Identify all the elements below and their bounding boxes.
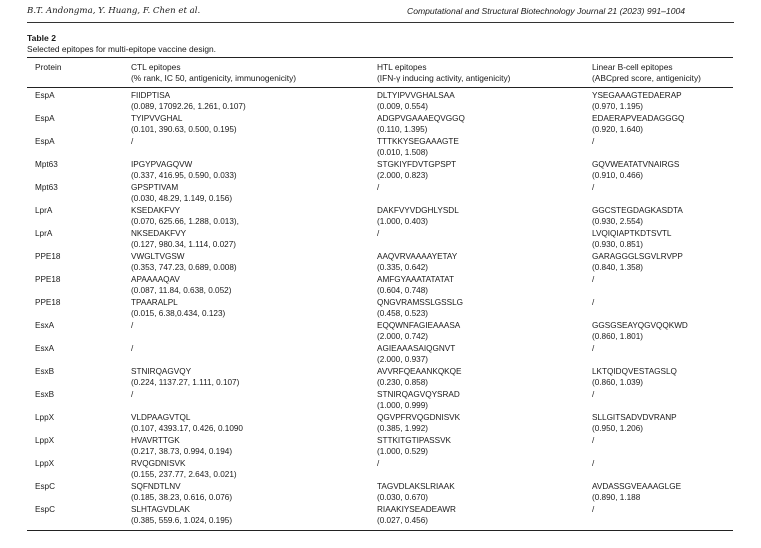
ctl-epitope-cell [131, 366, 239, 388]
column-header-title: CTL epitopes [131, 62, 181, 72]
bcell-epitope-cell [592, 412, 677, 434]
column-header-subtitle: (IFN-γ inducing activity, antigenicity) [377, 73, 511, 84]
protein-cell: PPE18 [35, 275, 61, 284]
ctl-epitope-cell [131, 159, 237, 181]
epitope-sequence: STTKITGTIPASSVK [377, 436, 452, 445]
ctl-epitope-cell [131, 481, 232, 503]
epitope-sequence: GQVWEATATVNAIRGS [592, 160, 680, 169]
epitope-sequence: SQFNDTLNV [131, 482, 181, 491]
epitope-sequence: AAQVRVAAAAYETAY [377, 252, 458, 261]
protein-cell: EspA [35, 137, 55, 146]
epitope-sequence: / [592, 505, 595, 514]
epitope-scores [377, 193, 379, 204]
column-header-title: Linear B-cell epitopes [592, 62, 673, 72]
epitope-scores: (0.337, 416.95, 0.590, 0.033) [131, 171, 237, 181]
epitope-sequence: / [592, 459, 595, 468]
ctl-epitope-cell [131, 504, 232, 526]
bcell-epitope-cell [592, 159, 679, 181]
htl-epitope-cell [377, 297, 463, 319]
bcell-epitope-cell [592, 458, 594, 480]
epitope-sequence: / [592, 390, 595, 399]
protein-cell: PPE18 [35, 298, 61, 307]
epitope-sequence: / [131, 344, 134, 353]
bcell-epitope-cell [592, 205, 683, 227]
epitope-scores: (0.385, 1.992) [377, 424, 428, 434]
epitope-scores: (0.010, 1.508) [377, 148, 428, 158]
epitope-scores: (0.224, 1137.27, 1.111, 0.107) [131, 378, 240, 388]
epitope-scores [131, 331, 133, 342]
htl-epitope-cell [377, 458, 379, 480]
epitope-scores: (0.030, 48.29, 1.149, 0.156) [131, 194, 233, 204]
epitope-scores [592, 193, 594, 204]
epitope-sequence: / [592, 436, 595, 445]
epitope-sequence: AVVRFQEAANKQKQE [377, 367, 462, 376]
epitope-sequence: VLDPAAGVTQL [131, 413, 191, 422]
bcell-epitope-cell [592, 182, 594, 204]
protein-cell: LppX [35, 459, 55, 468]
bcell-epitope-cell [592, 481, 681, 503]
protein-cell: Mpt63 [35, 160, 58, 169]
epitope-scores [592, 400, 594, 411]
epitope-sequence: STNIRQAGVQY [131, 367, 192, 376]
htl-epitope-cell [377, 274, 454, 296]
epitope-sequence: TTTKKYSEGAAAGTE [377, 137, 459, 146]
protein-cell: EsxA [35, 344, 55, 353]
running-header-journal: Computational and Structural Biotechnology Journal 21 (2023) 991–1004 [407, 6, 686, 16]
epitope-scores: (1.000, 0.999) [377, 401, 428, 411]
protein-cell: LppX [35, 413, 55, 422]
epitope-sequence: LKTQIDQVESTAGSLQ [592, 367, 677, 376]
epitope-sequence: / [592, 183, 595, 192]
ctl-epitope-cell [131, 113, 237, 135]
column-header-subtitle: (% rank, IC 50, antigenicity, immunogenicity) [131, 73, 297, 84]
epitope-scores: (0.604, 0.748) [377, 286, 428, 296]
epitope-scores [377, 239, 379, 250]
epitope-scores: (0.070, 625.66, 1.288, 0.013), [131, 217, 239, 227]
protein-cell: EsxA [35, 321, 55, 330]
epitope-scores [131, 400, 133, 411]
table-label: Table 2 [27, 33, 56, 43]
column-header-subtitle [35, 73, 62, 84]
epitope-scores: (0.155, 237.77, 2.643, 0.021) [131, 470, 237, 480]
ctl-epitope-cell [131, 389, 133, 411]
epitope-sequence: / [592, 275, 595, 284]
epitope-sequence: NKSEDAKFVY [131, 229, 187, 238]
epitope-scores: (0.930, 0.851) [592, 240, 643, 250]
epitope-sequence: ADGPVGAAAEQVGGQ [377, 114, 465, 123]
epitope-sequence: STGKIYFDVTGPSPT [377, 160, 457, 169]
epitope-sequence: / [131, 390, 134, 399]
epitope-sequence: STNIRQAGVQYSRAD [377, 390, 460, 399]
htl-epitope-cell [377, 182, 379, 204]
ctl-epitope-cell [131, 458, 237, 480]
epitope-sequence: IPGYPVAGQVW [131, 160, 193, 169]
protein-cell: EspA [35, 91, 55, 100]
epitope-sequence: YSEGAAAGTEDAERAP [592, 91, 682, 100]
epitope-sequence: GARAGGGLSGVLRVPP [592, 252, 683, 261]
epitope-scores: (0.107, 4393.17, 0.426, 0.1090 [131, 424, 243, 434]
epitope-sequence: KSEDAKFVY [131, 206, 181, 215]
htl-epitope-cell [377, 159, 456, 181]
bcell-epitope-cell [592, 228, 671, 250]
epitope-scores [592, 354, 594, 365]
epitope-sequence: EDAERAPVEADAGGGQ [592, 114, 685, 123]
protein-cell: EsxB [35, 390, 55, 399]
ctl-epitope-cell [131, 182, 232, 204]
bcell-epitope-cell [592, 389, 594, 411]
bcell-epitope-cell [592, 435, 594, 457]
epitope-scores: (0.217, 38.73, 0.994, 0.194) [131, 447, 233, 457]
protein-cell: LppX [35, 436, 55, 445]
epitope-sequence: APAAAAQAV [131, 275, 180, 284]
htl-epitope-cell [377, 366, 461, 388]
bcell-epitope-cell [592, 504, 594, 526]
ctl-epitope-cell [131, 412, 243, 434]
epitope-sequence: / [592, 298, 595, 307]
epitope-sequence: HVAVRTTGK [131, 436, 180, 445]
epitope-scores: (0.950, 1.206) [592, 424, 643, 434]
epitope-scores [592, 147, 594, 158]
epitope-scores: (0.009, 0.554) [377, 102, 428, 112]
bcell-epitope-cell [592, 251, 683, 273]
htl-epitope-cell [377, 251, 457, 273]
epitope-scores: (0.030, 0.670) [377, 493, 428, 503]
epitope-sequence: SLLGITSADVDVRANP [592, 413, 677, 422]
epitope-scores: (0.910, 0.466) [592, 171, 643, 181]
epitope-sequence: DLTYIPVVGHALSAA [377, 91, 455, 100]
column-header-subtitle: (ABCpred score, antigenicity) [592, 73, 701, 84]
table-bottom-rule [27, 530, 733, 531]
htl-epitope-cell [377, 320, 460, 342]
htl-epitope-cell [377, 504, 456, 526]
epitope-sequence: TAGVDLAKSLRIAAK [377, 482, 455, 491]
epitope-sequence: AMFGYAAATATATAT [377, 275, 455, 284]
epitope-sequence: TYIPVVGHAL [131, 114, 183, 123]
bcell-epitope-cell [592, 297, 594, 319]
epitope-scores [377, 469, 379, 480]
bcell-epitope-cell [592, 113, 684, 135]
epitope-sequence: / [377, 229, 380, 238]
htl-epitope-cell [377, 435, 451, 457]
epitope-scores [592, 469, 594, 480]
epitope-sequence: / [131, 137, 134, 146]
column-header-title: HTL epitopes [377, 62, 427, 72]
epitope-sequence: EQQWNFAGIEAAASA [377, 321, 461, 330]
epitope-sequence: DAKFVYVDGHLYSDL [377, 206, 459, 215]
ctl-epitope-cell [131, 320, 133, 342]
ctl-epitope-cell [131, 435, 232, 457]
epitope-sequence: GPSPTIVAM [131, 183, 179, 192]
htl-epitope-cell [377, 412, 460, 434]
epitope-scores: (0.385, 559.6, 1.024, 0.195) [131, 516, 233, 526]
epitope-sequence: QGVPFRVQGDNISVK [377, 413, 461, 422]
epitope-scores: (0.101, 390.63, 0.500, 0.195) [131, 125, 237, 135]
epitope-sequence: / [131, 321, 134, 330]
epitope-sequence: LVQIQIAPTKDTSVTL [592, 229, 672, 238]
epitope-scores [131, 147, 133, 158]
epitope-scores: (1.000, 0.403) [377, 217, 428, 227]
htl-epitope-cell [377, 343, 455, 365]
epitope-scores [592, 446, 594, 457]
ctl-epitope-cell [131, 274, 231, 296]
protein-cell: EsxB [35, 367, 55, 376]
ctl-epitope-cell [131, 251, 237, 273]
epitope-scores: (0.089, 17092.26, 1.261, 0.107) [131, 102, 246, 112]
epitope-sequence: RVQGDNISVK [131, 459, 186, 468]
ctl-epitope-cell [131, 297, 225, 319]
htl-epitope-cell [377, 113, 465, 135]
table-top-rule [27, 57, 733, 58]
protein-cell: Mpt63 [35, 183, 58, 192]
protein-cell: LprA [35, 206, 53, 215]
protein-cell: LprA [35, 229, 53, 238]
column-header-htl [377, 62, 510, 84]
bcell-epitope-cell [592, 366, 677, 388]
protein-cell: EspA [35, 114, 55, 123]
bcell-epitope-cell [592, 320, 688, 342]
epitope-sequence: QNGVRAMSSLGSSLG [377, 298, 463, 307]
epitope-scores: (0.458, 0.523) [377, 309, 428, 319]
bcell-epitope-cell [592, 90, 682, 112]
epitope-scores: (1.000, 0.529) [377, 447, 428, 457]
epitope-sequence: FIIDPTISA [131, 91, 171, 100]
epitope-scores: (0.970, 1.195) [592, 102, 643, 112]
epitope-scores: (0.027, 0.456) [377, 516, 428, 526]
header-divider [27, 22, 734, 23]
epitope-sequence: / [592, 137, 595, 146]
column-header-title: Protein [35, 62, 62, 72]
bcell-epitope-cell [592, 274, 594, 296]
epitope-scores: (0.185, 38.23, 0.616, 0.076) [131, 493, 233, 503]
epitope-sequence: GGSGSEAYQGVQQKWD [592, 321, 688, 330]
epitope-scores: (0.230, 0.858) [377, 378, 428, 388]
bcell-epitope-cell [592, 343, 594, 365]
column-header-protein [35, 62, 62, 84]
htl-epitope-cell [377, 205, 459, 227]
epitope-scores: (2.000, 0.823) [377, 171, 428, 181]
epitope-sequence: / [377, 459, 380, 468]
epitope-scores: (0.890, 1.188 [592, 493, 641, 503]
protein-cell: EspC [35, 505, 56, 514]
htl-epitope-cell [377, 90, 455, 112]
epitope-scores: (0.920, 1.640) [592, 125, 643, 135]
epitope-scores: (0.353, 747.23, 0.689, 0.008) [131, 263, 237, 273]
epitope-scores: (0.015, 6.38,0.434, 0.123) [131, 309, 226, 319]
epitope-scores [592, 515, 594, 526]
ctl-epitope-cell [131, 90, 246, 112]
epitope-scores: (0.930, 2.554) [592, 217, 643, 227]
epitope-scores: (0.110, 1.395) [377, 125, 428, 135]
column-header-ctl [131, 62, 296, 84]
ctl-epitope-cell [131, 228, 236, 250]
bcell-epitope-cell [592, 136, 594, 158]
running-header-authors: B.T. Andongma, Y. Huang, F. Chen et al. [27, 6, 201, 16]
epitope-sequence: SLHTAGVDLAK [131, 505, 190, 514]
htl-epitope-cell [377, 136, 459, 158]
epitope-scores: (0.860, 1.801) [592, 332, 643, 342]
table-caption: Selected epitopes for multi-epitope vaccine design. [27, 44, 217, 54]
epitope-sequence: RIAAKIYSEADEAWR [377, 505, 456, 514]
htl-epitope-cell [377, 228, 379, 250]
ctl-epitope-cell [131, 205, 239, 227]
table-header-rule [27, 87, 733, 88]
epitope-scores [131, 354, 133, 365]
epitope-scores: (0.087, 11.84, 0.638, 0.052) [131, 286, 232, 296]
epitope-sequence: AVDASSGVEAAAGLGE [592, 482, 682, 491]
column-header-bcell [592, 62, 701, 84]
epitope-sequence: TPAARALPL [131, 298, 178, 307]
epitope-scores: (0.127, 980.34, 1.114, 0.027) [131, 240, 237, 250]
epitope-sequence: / [592, 344, 595, 353]
protein-cell: PPE18 [35, 252, 61, 261]
htl-epitope-cell [377, 389, 460, 411]
epitope-scores: (2.000, 0.937) [377, 355, 428, 365]
epitope-sequence: GGCSTEGDAGKASDTA [592, 206, 683, 215]
epitope-sequence: / [377, 183, 380, 192]
ctl-epitope-cell [131, 136, 133, 158]
epitope-sequence: AGIEAAASAIQGNVT [377, 344, 456, 353]
protein-cell: EspC [35, 482, 56, 491]
epitope-scores [592, 285, 594, 296]
epitope-scores: (0.840, 1.358) [592, 263, 643, 273]
ctl-epitope-cell [131, 343, 133, 365]
epitope-scores [592, 308, 594, 319]
epitope-sequence: VWGLTVGSW [131, 252, 185, 261]
epitope-scores: (0.335, 0.642) [377, 263, 428, 273]
htl-epitope-cell [377, 481, 455, 503]
epitope-scores: (2.000, 0.742) [377, 332, 428, 342]
epitope-scores: (0.860, 1.039) [592, 378, 643, 388]
